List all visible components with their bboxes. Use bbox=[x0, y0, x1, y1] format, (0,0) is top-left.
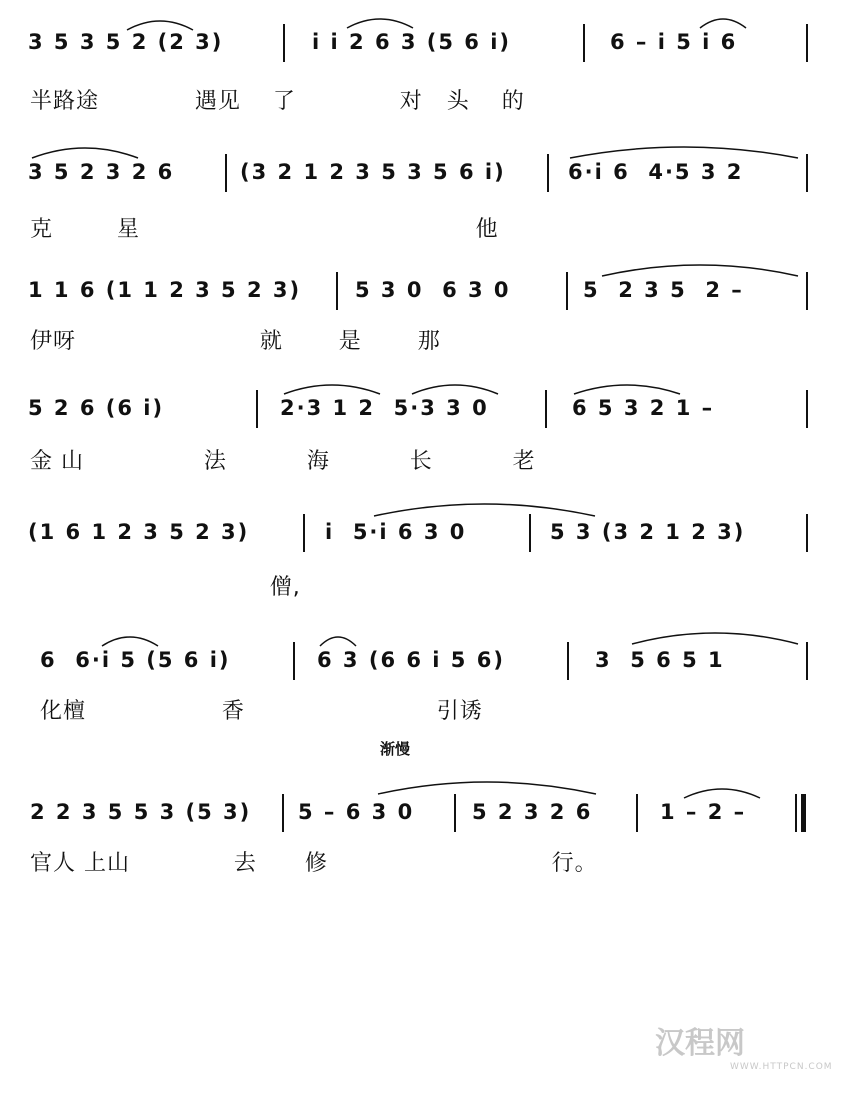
barline bbox=[293, 642, 295, 680]
barline bbox=[529, 514, 531, 552]
slur bbox=[600, 262, 800, 278]
measure-7-3: 5 2 3 2 6 bbox=[472, 800, 593, 824]
measure-2-3: 6·i 6 4·5 3 2 bbox=[568, 160, 744, 184]
measure-4-1: 5 2 6 (6 i) bbox=[28, 396, 165, 420]
barline bbox=[636, 794, 638, 832]
barline bbox=[303, 514, 305, 552]
slur bbox=[282, 382, 382, 396]
watermark-logo bbox=[655, 1018, 745, 1062]
slur bbox=[318, 634, 358, 648]
measure-5-1: (1 6 1 2 3 5 2 3) bbox=[28, 520, 250, 544]
slur bbox=[125, 18, 195, 32]
slur bbox=[30, 146, 140, 160]
watermark-text: 汉程网 bbox=[655, 1026, 745, 1061]
measure-2-2: (3 2 1 2 3 5 3 5 6 i) bbox=[240, 160, 506, 184]
measure-1-3: 6 – i 5 i 6 bbox=[610, 30, 738, 54]
measure-3-1: 1 1 6 (1 1 2 3 5 2 3) bbox=[28, 278, 302, 302]
measure-1-1: 3 5 3 5 2 (2 3) bbox=[28, 30, 224, 54]
measure-1-2: i i 2 6 3 (5 6 i) bbox=[312, 30, 512, 54]
barline bbox=[567, 642, 569, 680]
measure-6-3: 3 5 6 5 1 bbox=[595, 648, 725, 672]
barline bbox=[806, 24, 808, 62]
barline bbox=[225, 154, 227, 192]
barline bbox=[282, 794, 284, 832]
slur bbox=[630, 630, 800, 646]
measure-7-2: 5 – 6 3 0 bbox=[298, 800, 415, 824]
measure-7-1: 2 2 3 5 5 3 (5 3) bbox=[30, 800, 252, 824]
lyrics-line-5: 僧, bbox=[30, 575, 301, 600]
measure-6-1: 6 6·i 5 (5 6 i) bbox=[40, 648, 231, 672]
lyrics-line-2: 克 星 他 bbox=[30, 217, 499, 242]
watermark-url: WWW.HTTPCN.COM bbox=[730, 1062, 833, 1072]
lyrics-line-7: 官人 上山 去 修 行。 bbox=[30, 851, 598, 876]
barline bbox=[256, 390, 258, 428]
tempo-marking: 渐慢 bbox=[380, 740, 411, 758]
slur bbox=[682, 786, 762, 800]
measure-6-2: 6 3 (6 6 i 5 6) bbox=[317, 648, 505, 672]
barline bbox=[806, 642, 808, 680]
slur bbox=[372, 500, 597, 518]
lyrics-line-4: 金 山 法 海 长 老 bbox=[30, 449, 536, 474]
measure-4-2: 2·3 1 2 5·3 3 0 bbox=[280, 396, 489, 420]
slur bbox=[376, 778, 598, 796]
slur bbox=[572, 382, 682, 396]
barline bbox=[806, 390, 808, 428]
measure-3-2: 5 3 0 6 3 0 bbox=[355, 278, 511, 302]
slur bbox=[345, 16, 415, 30]
barline bbox=[283, 24, 285, 62]
lyrics-line-6: 化檀 香 引诱 bbox=[40, 699, 483, 724]
measure-4-3: 6 5 3 2 1 – bbox=[572, 396, 715, 420]
measure-5-3: 5 3 (3 2 1 2 3) bbox=[550, 520, 746, 544]
barline bbox=[806, 514, 808, 552]
barline bbox=[806, 272, 808, 310]
barline bbox=[566, 272, 568, 310]
measure-2-1: 3 5 2 3 2 6 bbox=[28, 160, 175, 184]
slur bbox=[100, 634, 160, 648]
slur bbox=[698, 16, 748, 30]
barline bbox=[545, 390, 547, 428]
barline bbox=[336, 272, 338, 310]
final-barline-thick bbox=[801, 794, 806, 832]
barline bbox=[806, 154, 808, 192]
barline bbox=[583, 24, 585, 62]
lyrics-line-1: 半路途 遇见 了 对 头 的 bbox=[30, 89, 525, 114]
measure-3-3: 5 2 3 5 2 – bbox=[583, 278, 744, 302]
measure-7-4: 1 – 2 – bbox=[660, 800, 747, 824]
measure-5-2: i 5·i 6 3 0 bbox=[325, 520, 467, 544]
barline bbox=[547, 154, 549, 192]
barline bbox=[454, 794, 456, 832]
slur bbox=[568, 144, 800, 160]
final-barline-thin bbox=[795, 794, 797, 832]
lyrics-line-3: 伊呀 就 是 那 bbox=[30, 329, 441, 354]
slur bbox=[410, 382, 500, 396]
